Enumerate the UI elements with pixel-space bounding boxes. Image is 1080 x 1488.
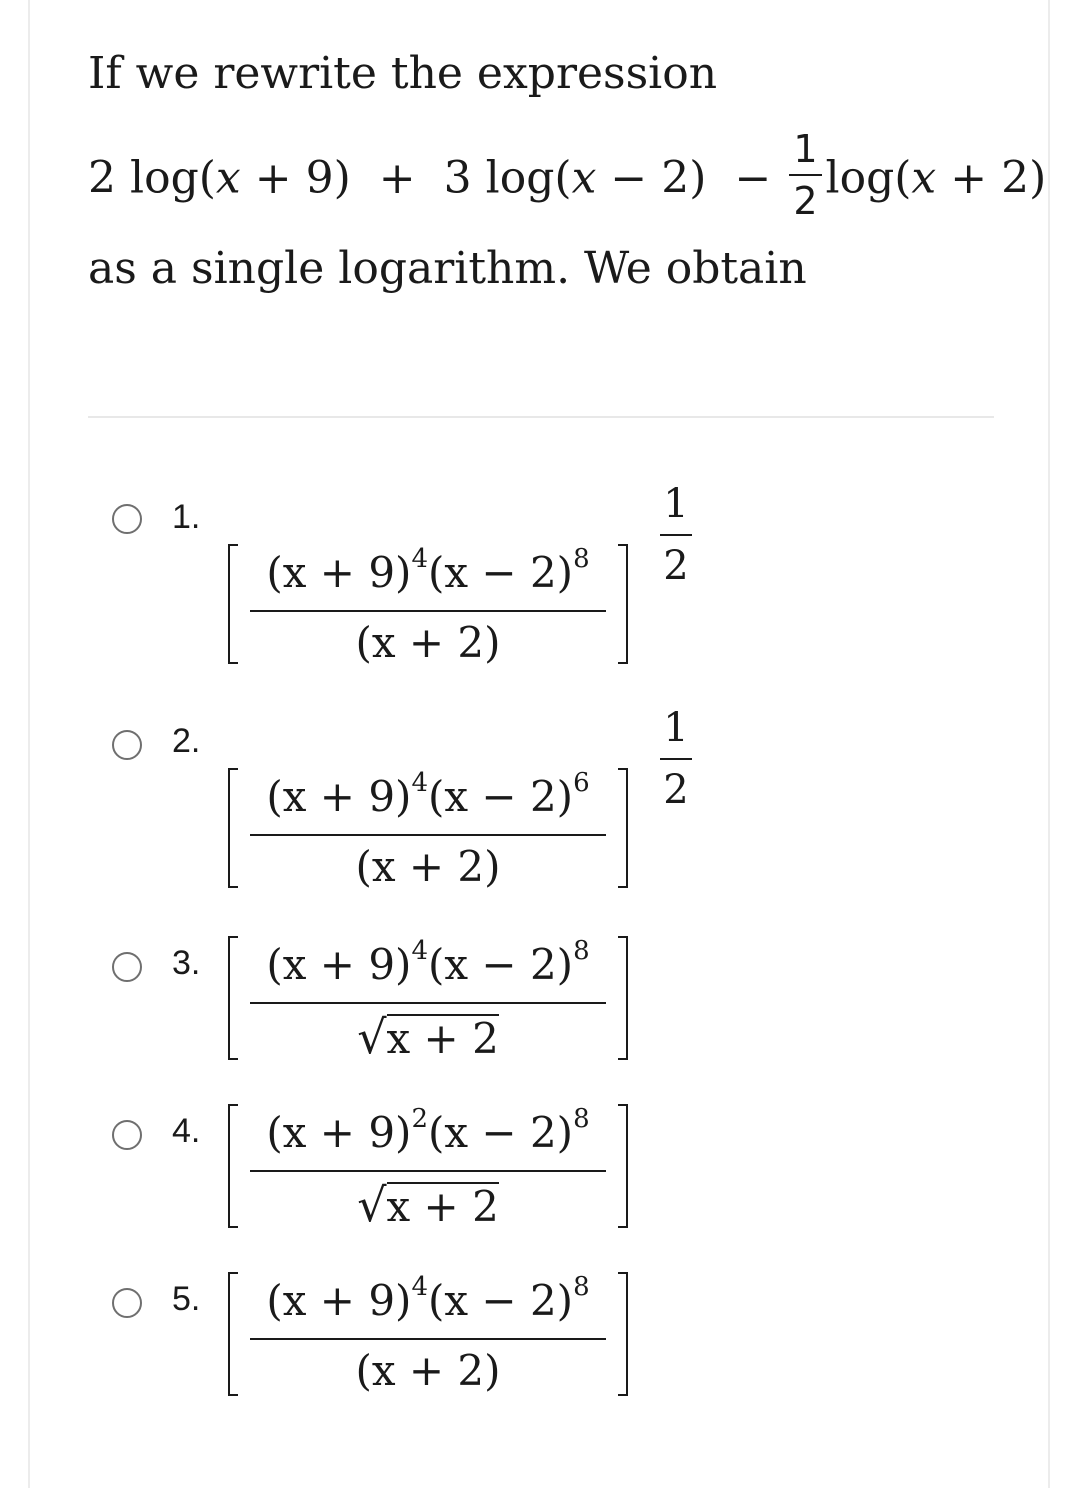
- factor-a: (x + 9): [266, 772, 412, 821]
- exponent-numerator: 1: [663, 481, 689, 527]
- exponent-denominator: 2: [663, 767, 689, 813]
- variable-x: x: [911, 152, 937, 204]
- radio-button[interactable]: [112, 952, 142, 982]
- left-bracket: [228, 1104, 238, 1228]
- exponent-a: 2: [411, 1104, 428, 1134]
- option-expression: [228, 936, 628, 1064]
- exponent-a: 4: [411, 936, 428, 966]
- variable-x: x: [571, 152, 597, 204]
- option-number: 1.: [172, 498, 201, 536]
- right-bracket: [618, 936, 628, 1060]
- factor-b: (x − 2): [428, 548, 574, 597]
- paren: ): [1029, 152, 1047, 204]
- exponent-denominator: 2: [663, 543, 689, 589]
- option-number: 4.: [172, 1112, 201, 1150]
- exponent-b: 8: [573, 1104, 590, 1134]
- exponent-a: 4: [411, 544, 428, 574]
- option-number: 3.: [172, 944, 201, 982]
- factor-b: (x − 2): [428, 772, 574, 821]
- exponent-bar: [660, 758, 692, 760]
- fraction-bar: [250, 834, 606, 836]
- paren: ): [689, 152, 707, 204]
- option-fraction: [250, 1272, 606, 1396]
- radio-button[interactable]: [112, 504, 142, 534]
- radio-button[interactable]: [112, 1120, 142, 1150]
- option-number: 5.: [172, 1280, 201, 1318]
- fraction-numerator: [266, 1104, 590, 1157]
- option-fraction: [250, 1104, 606, 1232]
- fraction-denominator: (x + 2): [355, 842, 501, 891]
- paren: ): [333, 152, 351, 204]
- outer-exponent: [660, 481, 692, 589]
- radio-button[interactable]: [112, 1288, 142, 1318]
- fraction-denominator: 2: [793, 179, 818, 223]
- term-2-coefficient: 3: [443, 152, 472, 204]
- fraction-numerator: [266, 1272, 590, 1325]
- fraction-bar: [250, 610, 606, 612]
- question-line-1: If we rewrite the expression: [88, 48, 718, 99]
- plus-sign: +: [254, 152, 292, 204]
- term-1-coefficient: 2: [88, 152, 116, 204]
- paren: (: [198, 152, 216, 204]
- outer-exponent: [660, 705, 692, 813]
- option-expression: [228, 544, 628, 667]
- question-line-3: as a single logarithm. We obtain: [88, 243, 807, 294]
- plus-sign: +: [378, 152, 416, 204]
- option-number: 2.: [172, 722, 201, 760]
- sqrt-icon: √: [357, 1010, 387, 1064]
- factor-b: (x − 2): [428, 1108, 574, 1157]
- answer-option-5[interactable]: [108, 1266, 808, 1406]
- fraction-denominator: (x + 2): [355, 618, 501, 667]
- factor-b: (x − 2): [428, 1276, 574, 1325]
- fraction-bar: [250, 1002, 606, 1004]
- fraction-numerator: 1: [793, 127, 818, 171]
- plus-sign: +: [950, 152, 988, 204]
- variable-x: x: [215, 152, 241, 204]
- radio-button[interactable]: [112, 730, 142, 760]
- exponent-b: 8: [573, 1272, 590, 1302]
- fraction-denominator: [357, 1010, 499, 1064]
- option-fraction: [250, 936, 606, 1064]
- option-fraction: [250, 544, 606, 667]
- left-bracket: [228, 768, 238, 888]
- left-bracket: [228, 1272, 238, 1396]
- factor-a: (x + 9): [266, 1108, 412, 1157]
- minus-sign: −: [610, 152, 648, 204]
- right-bracket: [618, 1272, 628, 1396]
- fraction-numerator: [266, 544, 590, 597]
- right-bracket: [618, 768, 628, 888]
- exponent-numerator: 1: [663, 705, 689, 751]
- exponent-b: 8: [573, 936, 590, 966]
- fraction-denominator: [357, 1178, 499, 1232]
- left-bracket: [228, 544, 238, 664]
- fraction-denominator: (x + 2): [355, 1346, 501, 1395]
- term-3-fraction: [789, 127, 821, 223]
- fraction-bar: [789, 174, 821, 176]
- answer-option-1[interactable]: [108, 481, 808, 684]
- exponent-bar: [660, 534, 692, 536]
- term-2-log: log: [485, 152, 555, 204]
- term-3-constant: 2: [1001, 152, 1030, 204]
- term-3-log: log: [825, 152, 895, 204]
- divider: [88, 416, 994, 418]
- answer-option-3[interactable]: [108, 930, 808, 1070]
- option-expression: [228, 768, 628, 891]
- exponent-b: 8: [573, 544, 590, 574]
- fraction-numerator: [266, 768, 590, 821]
- exponent-b: 6: [573, 768, 590, 798]
- radicand: x + 2: [386, 1014, 499, 1063]
- exponent-a: 4: [411, 768, 428, 798]
- term-1-log: log: [130, 152, 199, 204]
- paren: (: [894, 152, 912, 204]
- factor-a: (x + 9): [266, 940, 412, 989]
- radicand: x + 2: [386, 1182, 499, 1231]
- factor-b: (x − 2): [428, 940, 574, 989]
- fraction-numerator: [266, 936, 590, 989]
- fraction-bar: [250, 1338, 606, 1340]
- option-expression: [228, 1272, 628, 1396]
- term-2-constant: 2: [661, 152, 690, 204]
- right-bracket: [618, 544, 628, 664]
- term-1-constant: 9: [305, 152, 334, 204]
- left-bracket: [228, 936, 238, 1060]
- factor-a: (x + 9): [266, 548, 412, 597]
- right-bracket: [618, 1104, 628, 1228]
- paren: (: [554, 152, 572, 204]
- exponent-a: 4: [411, 1272, 428, 1302]
- factor-a: (x + 9): [266, 1276, 412, 1325]
- question-expression: [88, 127, 1047, 226]
- answer-option-2[interactable]: [108, 705, 808, 908]
- sqrt-icon: √: [357, 1178, 387, 1232]
- option-fraction: [250, 768, 606, 891]
- option-expression: [228, 1104, 628, 1232]
- minus-sign: −: [734, 152, 772, 204]
- answer-option-4[interactable]: [108, 1098, 808, 1238]
- fraction-bar: [250, 1170, 606, 1172]
